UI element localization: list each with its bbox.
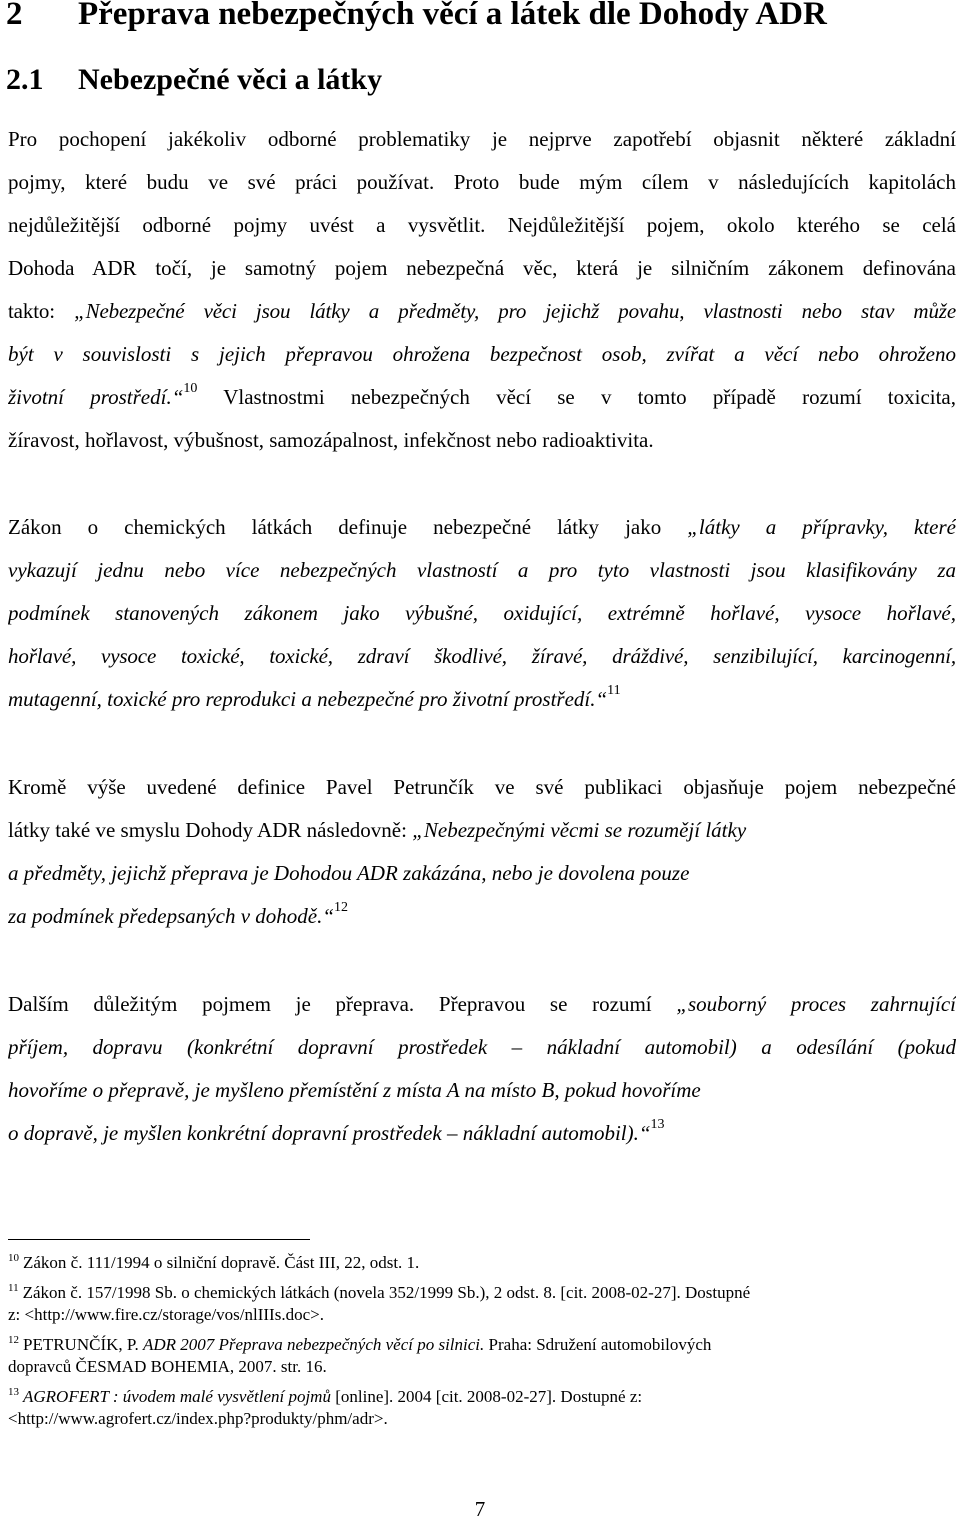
text-line <box>8 852 956 895</box>
footnote-12 <box>8 1334 956 1378</box>
plain-text: takto: <box>8 299 75 323</box>
footnotes <box>8 1252 956 1438</box>
paragraph-dangerous-goods-definition <box>8 118 956 462</box>
chapter-heading <box>6 0 827 36</box>
text-line <box>8 333 956 376</box>
quote-text: mutagenní, toxické pro reprodukci a nebezpečné pro životní prostředí.“ <box>8 687 608 711</box>
footnote-text: [online]. 2004 [cit. 2008-02-27]. Dostupné z: <box>330 1387 643 1406</box>
paragraph-petruncik-definition <box>8 766 956 938</box>
section-title: Nebezpečné věci a látky <box>78 63 383 96</box>
footnote-text: dopravců ČESMAD BOHEMIA, 2007. str. 16. <box>8 1357 327 1376</box>
quote-text: „Nebezpečné věci jsou látky a předměty, pro jejichž povahu, vlastnosti nebo stav může <box>74 299 956 323</box>
footnote-text: Zákon č. 111/1994 o silniční dopravě. Část III, 22, odst. 1. <box>23 1253 420 1272</box>
text-line: Pro pochopení jakékoliv odborné problematiky je nejprve zapotřebí objasnit některé základní <box>8 127 956 151</box>
text-line <box>8 506 956 549</box>
footnote-ref-13[interactable]: 13 <box>650 1117 665 1132</box>
text-line <box>8 1026 956 1069</box>
text-line <box>8 549 956 592</box>
footnote-11 <box>8 1282 956 1326</box>
paragraph-transport-definition <box>8 983 956 1155</box>
quote-text: „souborný proces zahrnující <box>676 992 956 1016</box>
text-line: Dohoda ADR točí, je samotný pojem nebezpečná věc, která je silničním zákonem definována <box>8 256 956 280</box>
footnote-13 <box>8 1386 956 1430</box>
section-number: 2.1 <box>6 63 44 96</box>
text-line: Kromě výše uvedené definice Pavel Petrunčík ve své publikaci objasňuje pojem nebezpečné <box>8 775 956 799</box>
text-line: nejdůležitější odborné pojmy uvést a vysvětlit. Nejdůležitější pojem, okolo kterého se celá <box>8 213 956 237</box>
text-line <box>8 376 956 419</box>
text-line <box>8 678 956 721</box>
text-line: žíravost, hořlavost, výbušnost, samozápalnost, infekčnost nebo radioaktivita. <box>8 428 654 452</box>
footnote-number: 11 <box>8 1282 19 1295</box>
quote-text: příjem, dopravu (konkrétní dopravní prostředek – nákladní automobil) a odesílání (pokud <box>8 1035 956 1059</box>
footnote-text: Praha: Sdružení automobilových <box>484 1335 712 1354</box>
quote-text: za podmínek předepsaných v dohodě.“ <box>8 904 335 928</box>
text-line <box>8 1069 956 1112</box>
footnote-author: PETRUNČÍK, P. <box>23 1335 143 1354</box>
footnote-title: AGROFERT : úvodem malé vysvětlení pojmů <box>23 1387 331 1406</box>
footnote-separator <box>8 1239 310 1240</box>
footnote-link[interactable]: z: <http://www.fire.cz/storage/vos/nlIIIs.doc>. <box>8 1305 324 1324</box>
footnote-number: 13 <box>8 1386 19 1399</box>
quote-text: o dopravě, je myšlen konkrétní dopravní prostředek – nákladní automobil).“ <box>8 1121 651 1145</box>
footnote-10 <box>8 1252 956 1274</box>
plain-text: Vlastnostmi nebezpečných věcí se v tomto případě rozumí toxicita, <box>197 385 956 409</box>
footnote-number: 10 <box>8 1252 19 1265</box>
quote-text: vykazují jednu nebo více nebezpečných vlastností a pro tyto vlastnosti jsou klasifikovány za <box>8 558 956 582</box>
page-number: 7 <box>474 1497 486 1521</box>
text-line <box>8 895 956 938</box>
footnote-ref-12[interactable]: 12 <box>334 900 349 915</box>
quote-text: a předměty, jejichž přeprava je Dohodou ADR zakázána, nebo je dovolena pouze <box>8 861 690 885</box>
section-heading <box>6 60 382 100</box>
text-line <box>8 983 956 1026</box>
quote-text: podmínek stanovených zákonem jako výbušné, oxidující, extrémně hořlavé, vysoce hořlavé, <box>8 601 956 625</box>
footnote-title: ADR 2007 Přeprava nebezpečných věcí po silnici. <box>142 1335 485 1354</box>
footnote-ref-11[interactable]: 11 <box>607 683 621 698</box>
paragraph-chemical-law <box>8 506 956 721</box>
quote-text: životní prostředí.“ <box>8 385 184 409</box>
footnote-text: Zákon č. 157/1998 Sb. o chemických látkách (novela 352/1999 Sb.), 2 odst. 8. [cit. 2008-02-27]. Dostupné <box>22 1283 751 1302</box>
quote-text: „látky a přípravky, které <box>687 515 956 539</box>
text-line: pojmy, které budu ve své práci používat. Proto bude mým cílem v následujících kapitolách <box>8 170 956 194</box>
quote-text: hovoříme o přepravě, je myšleno přemístění z místa A na místo B, pokud hovoříme <box>8 1078 701 1102</box>
text-line <box>8 290 956 333</box>
quote-text: „Nebezpečnými věcmi se rozumějí látky <box>412 818 747 842</box>
text-line <box>8 592 956 635</box>
footnote-ref-10[interactable]: 10 <box>183 381 198 396</box>
footnote-number: 12 <box>8 1334 19 1347</box>
plain-text: Dalším důležitým pojmem je přeprava. Přepravou se rozumí <box>8 992 677 1016</box>
plain-text: látky také ve smyslu Dohody ADR následovně: <box>8 818 413 842</box>
text-line <box>8 809 956 852</box>
chapter-title: Přeprava nebezpečných věcí a látek dle Dohody ADR <box>78 0 827 32</box>
plain-text: Zákon o chemických látkách definuje nebezpečné látky jako <box>8 515 688 539</box>
text-line <box>8 635 956 678</box>
chapter-number: 2 <box>6 0 23 32</box>
text-line <box>8 1112 956 1155</box>
footnote-link[interactable]: <http://www.agrofert.cz/index.php?produkty/phm/adr>. <box>8 1409 388 1428</box>
quote-text: hořlavé, vysoce toxické, toxické, zdraví škodlivé, žíravé, dráždivé, senzibilující, karcinogenní, <box>8 644 956 668</box>
quote-text: být v souvislosti s jejich přepravou ohrožena bezpečnost osob, zvířat a věcí nebo ohroženo <box>8 342 956 366</box>
